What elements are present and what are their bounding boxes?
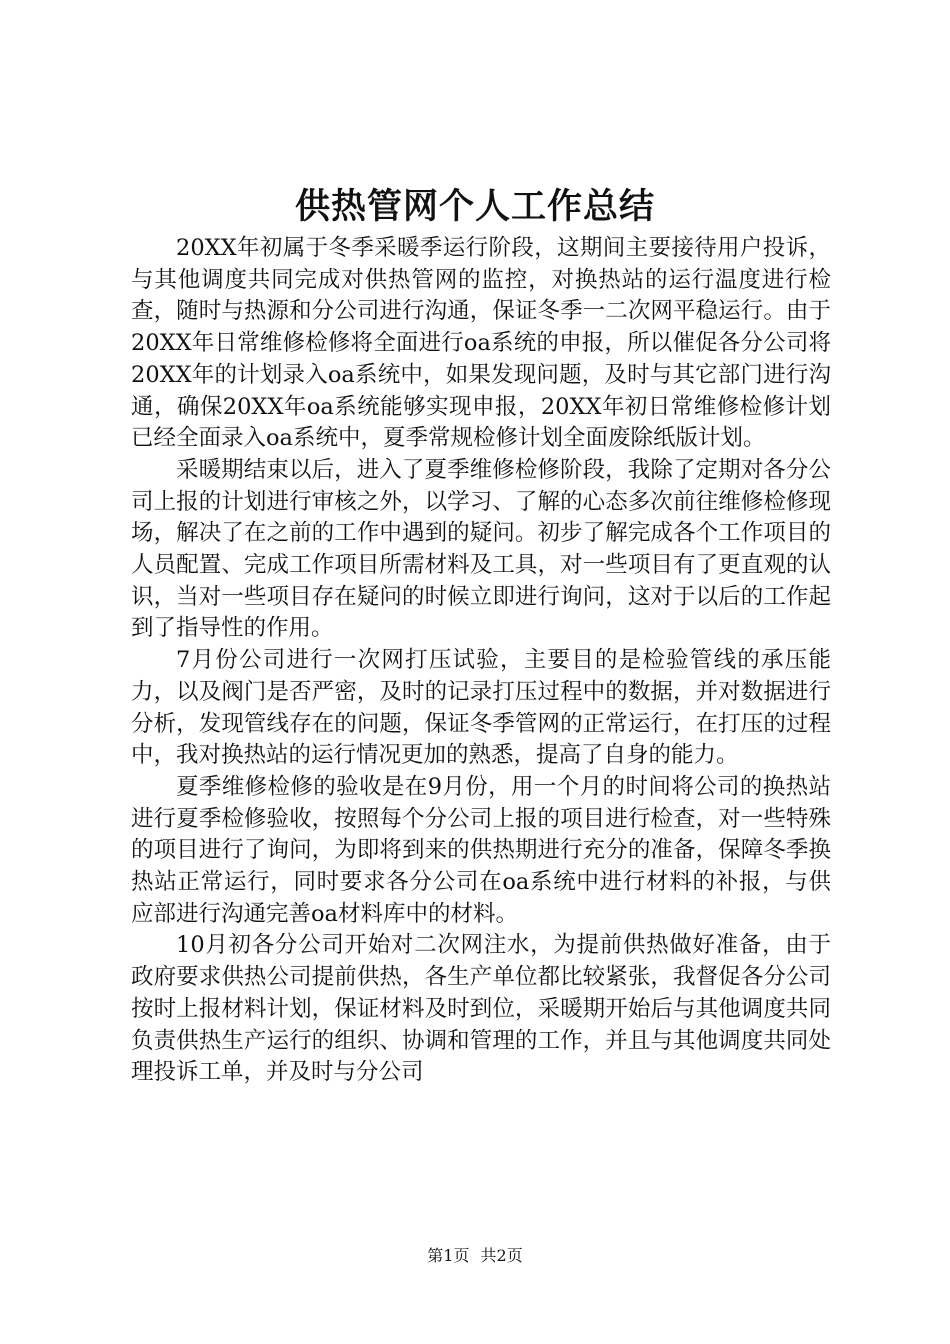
page-footer	[0, 1245, 950, 1267]
paragraph-2: 采暖期结束以后，进入了夏季维修检修阶段，我除了定期对各分公司上报的计划进行审核之外，以学习、了解的心态多次前往维修检修现场，解决了在之前的工作中遇到的疑问。初步了解完成各个工作项目的人员配置、完成工作项目所需材料及工具，对一些项目有了更直观的认识，当对一些项目存在疑问的时候立即进行询问，这对于以后的工作起到了指导性的作用。	[131, 456, 831, 642]
paragraph-4: 夏季维修检修的验收是在9月份，用一个月的时间将公司的换热站进行夏季检修验收，按照每个分公司上报的项目进行检查，对一些特殊的项目进行了询问，为即将到来的供热期进行充分的准备，保障冬季换热站正常运行，同时要求各分公司在oa系统中进行材料的补报，与供应部进行沟通完善oa材料库中的材料。	[131, 773, 831, 927]
paragraph-3: 7月份公司进行一次网打压试验，主要目的是检验管线的承压能力，以及阀门是否严密，及时的记录打压过程中的数据，并对数据进行分析，发现管线存在的问题，保证冬季管网的正常运行，在打压的过程中，我对换热站的运行情况更加的熟悉，提高了自身的能力。	[131, 647, 831, 769]
document-title: 供热管网个人工作总结	[294, 186, 655, 227]
page-number: 第1页	[427, 1246, 470, 1265]
document-body	[131, 233, 831, 1089]
page-total: 共2页	[480, 1246, 523, 1265]
paragraph-5: 10月初各分公司开始对二次网注水，为提前供热做好准备，由于政府要求供热公司提前供热，各生产单位都比较紧张，我督促各分公司按时上报材料计划，保证材料及时到位，采暖期开始后与其他调度共同负责供热生产运行的组织、协调和管理的工作，并且与其他调度共同处理投诉工单，并及时与分公司	[131, 932, 831, 1086]
paragraph-1: 20XX年初属于冬季采暖季运行阶段，这期间主要接待用户投诉，与其他调度共同完成对供热管网的监控，对换热站的运行温度进行检查，随时与热源和分公司进行沟通，保证冬季一二次网平稳运行。由于20XX年日常维修检修将全面进行oa系统的申报，所以催促各分公司将20XX年的计划录入oa系统中，如果发现问题，及时与其它部门进行沟通，确保20XX年oa系统能够实现申报，20XX年初日常维修检修计划已经全面录入oa系统中，夏季常规检修计划全面废除纸版计划。	[131, 235, 831, 452]
